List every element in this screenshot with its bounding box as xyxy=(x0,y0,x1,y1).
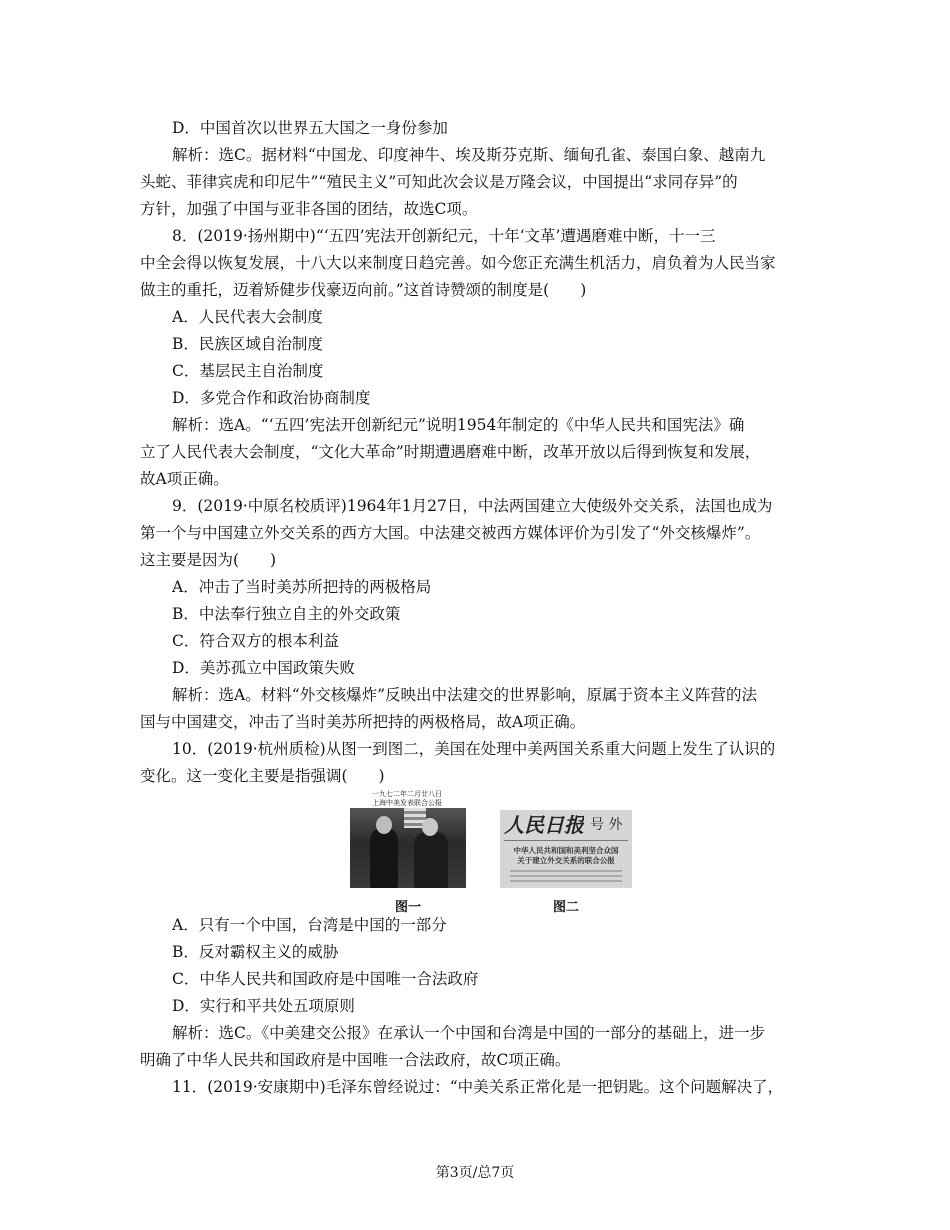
question-9-line2: 第一个与中国建立外交关系的西方大国。中法建交被西方媒体评价为引发了“外交核爆炸”。 xyxy=(140,524,761,542)
analysis-q9-line1: 解析：选A。材料“外交核爆炸”反映出中法建交的世界影响，原属于资本主义阵营的法 xyxy=(172,686,758,704)
figures-q10 xyxy=(348,790,638,918)
figure-2-label: 图二 xyxy=(552,900,579,915)
question-10-line1: 10．(2019·杭州质检)从图一到图二，美国在处理中美两国关系重大问题上发生了认识的 xyxy=(172,740,776,758)
analysis-q7-line1: 解析：选C。据材料“中国龙、印度神牛、埃及斯芬克斯、缅甸孔雀、泰国白象、越南九 xyxy=(172,146,766,164)
option-b-q9: B．中法奉行独立自主的外交政策 xyxy=(172,605,401,623)
analysis-q8-line2: 立了人民代表大会制度，“文化大革命”时期遭遇磨难中断，改革开放以后得到恢复和发展， xyxy=(140,443,761,461)
option-d-q10: D．实行和平共处五项原则 xyxy=(172,997,355,1015)
question-9-line3: 这主要是因为( ) xyxy=(140,551,277,569)
option-d-q9: D．美苏孤立中国政策失败 xyxy=(172,659,355,677)
newspaper-masthead: 人民日报 xyxy=(504,813,584,837)
figure-1-caption-line2: 上海中美发表联合公报 xyxy=(372,799,442,807)
analysis-q7-line3: 方针，加强了中国与亚非各国的团结，故选C项。 xyxy=(140,200,478,218)
question-8-line1: 8．(2019·扬州期中)“‘五四’宪法开创新纪元，十年‘文革’遭遇磨难中断，十一三 xyxy=(172,227,716,245)
analysis-q10-line1: 解析：选C。《中美建交公报》在承认一个中国和台湾是中国的一部分的基础上，进一步 xyxy=(172,1024,766,1042)
question-8-line2: 中全会得以恢复发展，十八大以来制度日趋完善。如今您正充满生机活力，肩负着为人民当家 xyxy=(140,254,776,272)
option-d-q7: D．中国首次以世界五大国之一身份参加 xyxy=(172,119,448,137)
analysis-q8-line3: 故A项正确。 xyxy=(140,470,229,488)
option-b-q10: B．反对霸权主义的威胁 xyxy=(172,943,339,961)
newspaper-extra-label: 号 外 xyxy=(590,817,623,833)
analysis-q8-line1: 解析：选A。“‘五四’宪法开创新纪元”说明1954年制定的《中华人民共和国宪法》确 xyxy=(172,416,745,434)
option-a-q10: A．只有一个中国，台湾是中国的一部分 xyxy=(172,916,447,934)
option-a-q9: A．冲击了当时美苏所把持的两极格局 xyxy=(172,578,432,596)
option-c-q9: C．符合双方的根本利益 xyxy=(172,632,339,650)
question-8-line3: 做主的重托，迈着矫健步伐豪迈向前。”这首诗赞颂的制度是( ) xyxy=(140,281,587,299)
option-d-q8: D．多党合作和政治协商制度 xyxy=(172,389,371,407)
handshake-photo xyxy=(350,808,466,888)
analysis-q9-line2: 国与中国建交，冲击了当时美苏所把持的两极格局，故A项正确。 xyxy=(140,713,586,731)
figure-2-newspaper xyxy=(500,810,632,888)
question-10-line2: 变化。这一变化主要是指强调( ) xyxy=(140,767,385,785)
figure-1-caption-line1: 一九七二年二月廿八日 xyxy=(372,790,442,798)
option-b-q8: B．民族区域自治制度 xyxy=(172,335,323,353)
figure-1-photo xyxy=(348,790,466,888)
analysis-q7-line2: 头蛇、菲律宾虎和印尼牛”“殖民主义”可知此次会议是万隆会议，中国提出“求同存异”的 xyxy=(140,173,738,191)
page-number: 第3页/总7页 xyxy=(435,1165,515,1181)
question-11-line1: 11．(2019·安康期中)毛泽东曾经说过：“中美关系正常化是一把钥匙。这个问题解决了， xyxy=(172,1078,784,1096)
option-a-q8: A．人民代表大会制度 xyxy=(172,308,323,326)
question-9-line1: 9．(2019·中原名校质评)1964年1月27日，中法两国建立大使级外交关系，法国也成为 xyxy=(172,497,773,515)
figure-1-label: 图一 xyxy=(394,900,421,915)
newspaper-headline-1: 中华人民共和国和美利坚合众国 xyxy=(513,846,619,855)
option-c-q8: C．基层民主自治制度 xyxy=(172,362,324,380)
analysis-q10-line2: 明确了中华人民共和国政府是中国唯一合法政府，故C项正确。 xyxy=(140,1051,571,1069)
option-c-q10: C．中华人民共和国政府是中国唯一合法政府 xyxy=(172,970,479,988)
newspaper-headline-2: 关于建立外交关系的联合公报 xyxy=(517,856,615,865)
